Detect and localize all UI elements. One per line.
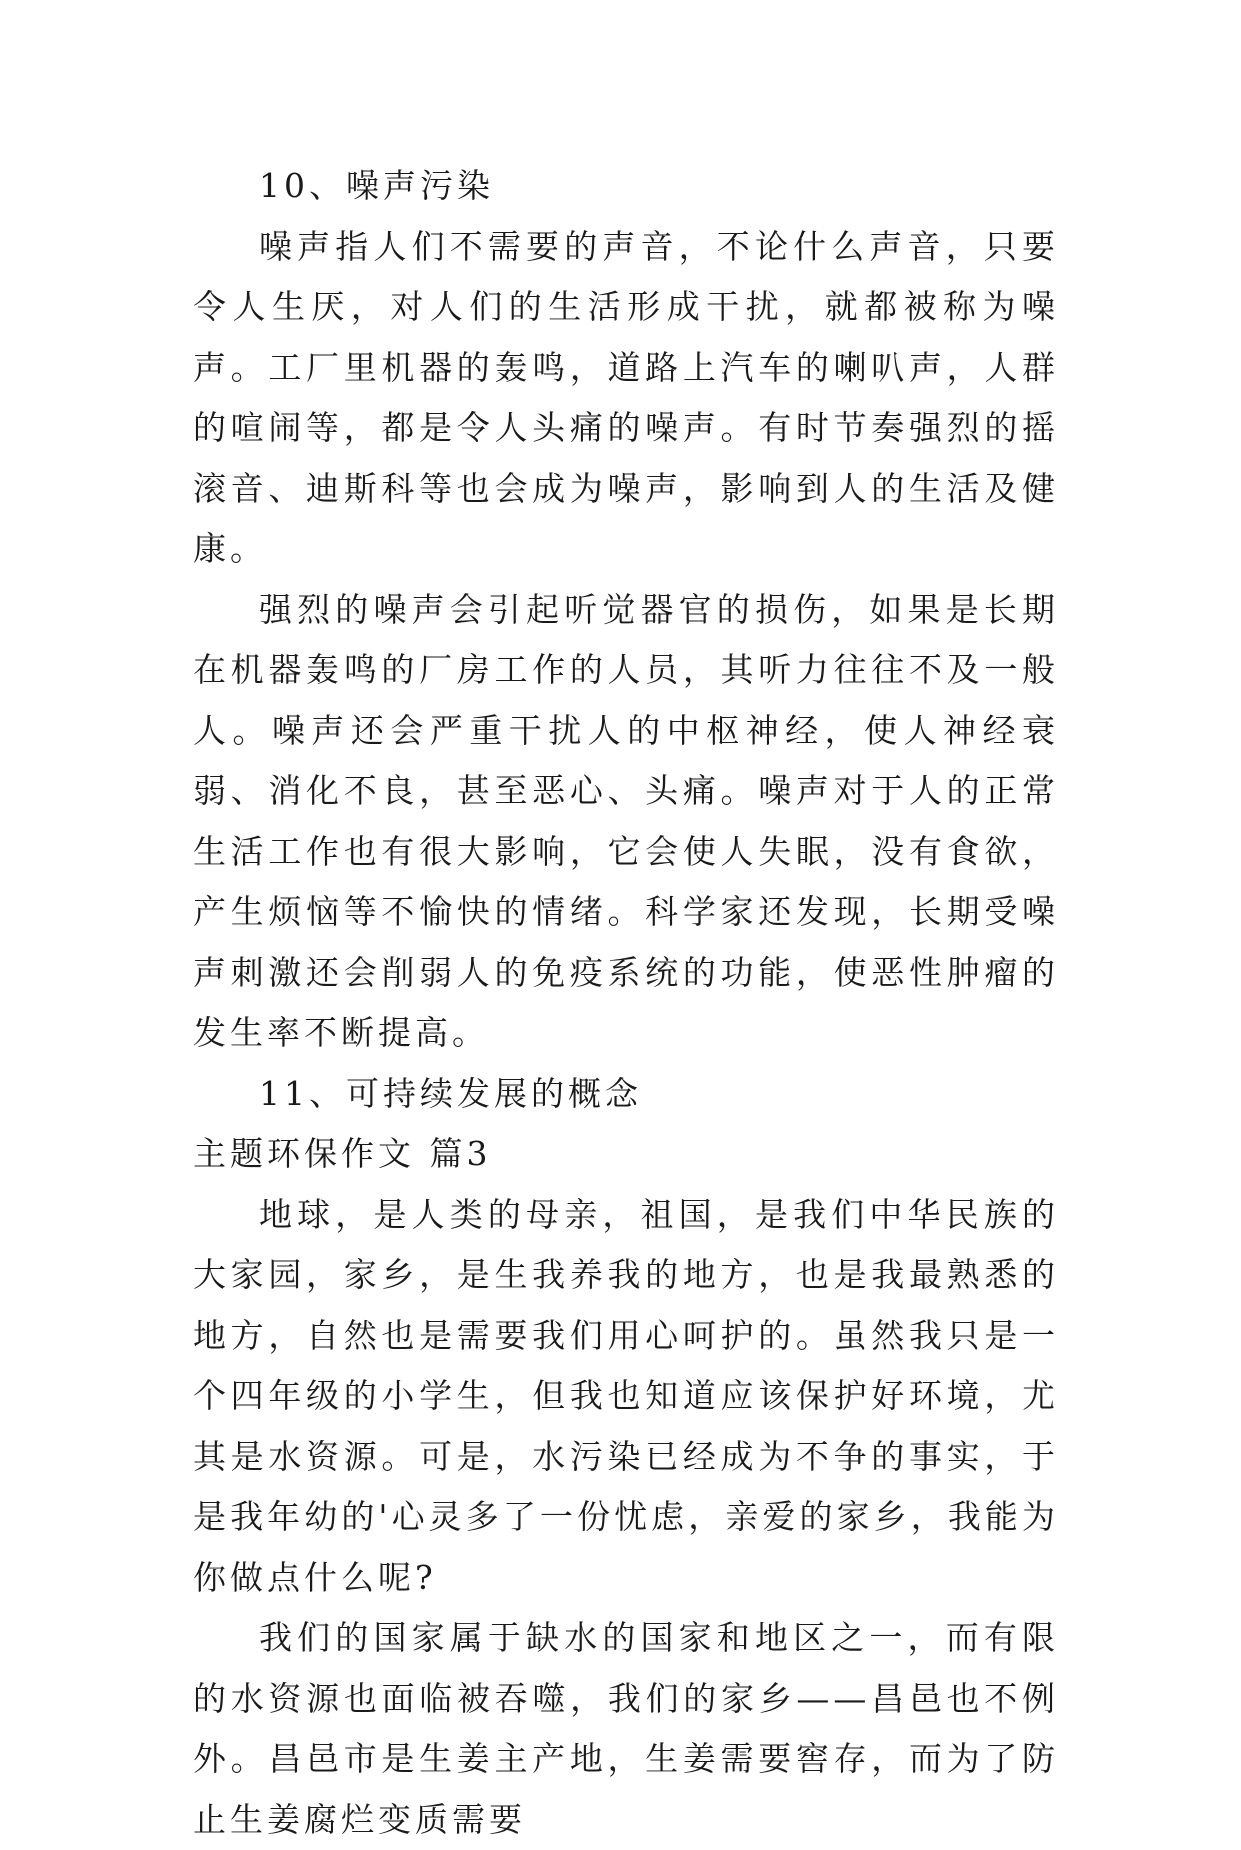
section-heading-10: 10、噪声污染 <box>259 166 494 205</box>
paragraph-noise-definition: 噪声指人们不需要的声音，不论什么声音，只要令人生厌，对人们的生活形成干扰，就都被称为噪声。工厂里机器的轰鸣，道路上汽车的喇叭声，人群的喧闹等，都是令人头痛的噪声。有时节奏强烈的摇滚音、迪斯科等也会成为噪声，影响到人的生活及健康。 <box>193 226 1059 568</box>
section-heading-11: 11、可持续发展的概念 <box>259 1073 642 1113</box>
document-body <box>193 156 1059 1850</box>
essay-title: 主题环保作文 篇3 <box>193 1134 492 1173</box>
paragraph-noise-effects: 强烈的噪声会引起听觉器官的损伤，如果是长期在机器轰鸣的厂房工作的人员，其听力往往不及一般人。噪声还会严重干扰人的中枢神经，使人神经衰弱、消化不良，甚至恶心、头痛。噪声对于人的正常生活工作也有很大影响，它会使人失眠，没有食欲，产生烦恼等不愉快的情绪。科学家还发现，长期受噪声刺激还会削弱人的免疫系统的功能，使恶性肿瘤的发生率不断提高。 <box>193 589 1059 1052</box>
paragraph-water-shortage: 我们的国家属于缺水的国家和地区之一，而有限的水资源也面临被吞噬，我们的家乡——昌邑也不例外。昌邑市是生姜主产地，生姜需要窖存，而为了防止生姜腐烂变质需要 <box>193 1618 1059 1839</box>
paragraph-hometown-water: 地球，是人类的母亲，祖国，是我们中华民族的大家园，家乡，是生我养我的地方，也是我最熟悉的地方，自然也是需要我们用心呵护的。虽然我只是一个四年级的小学生，但我也知道应该保护好环境，尤其是水资源。可是，水污染已经成为不争的事实，于是我年幼的'心灵多了一份忧虑，亲爱的家乡，我能为你做点什么呢? <box>193 1194 1059 1597</box>
